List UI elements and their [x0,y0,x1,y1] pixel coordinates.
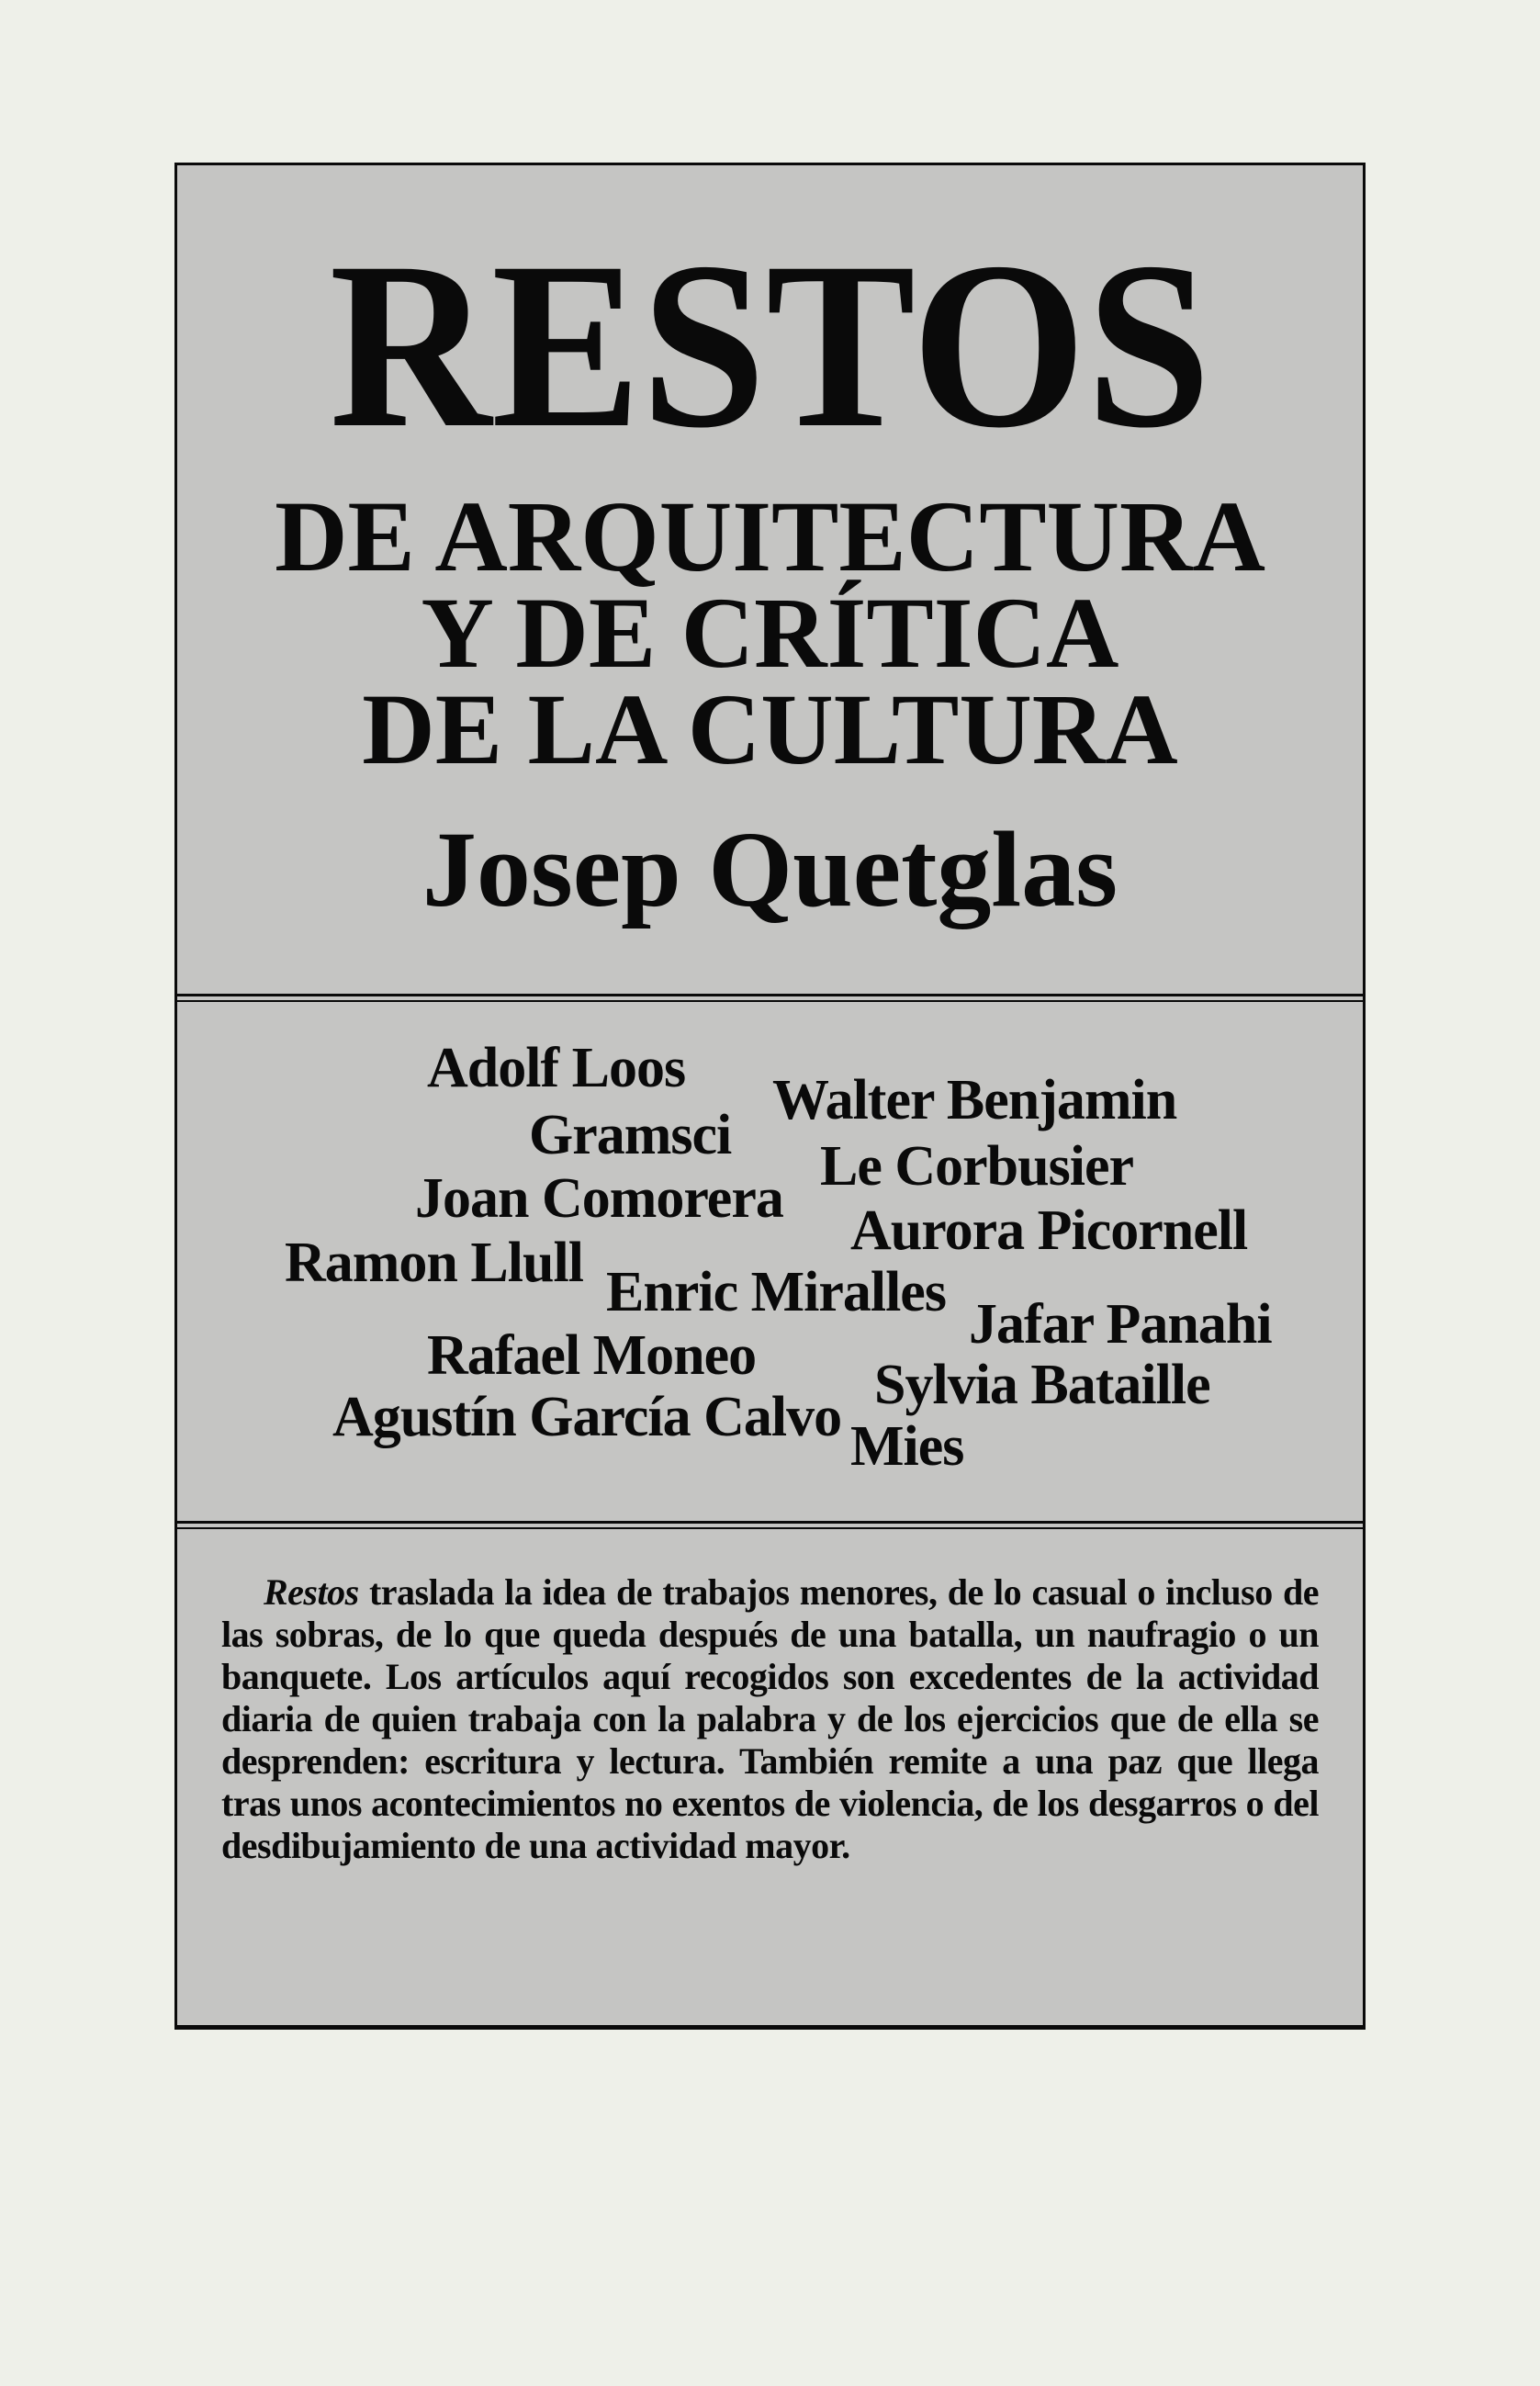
panel-divider-top [177,994,1363,1002]
referenced-name: Sylvia Bataille [874,1354,1210,1416]
referenced-name: Adolf Loos [427,1037,686,1099]
book-cover-panel [174,163,1366,2030]
referenced-name: Le Corbusier [820,1135,1134,1198]
referenced-name: Agustín García Calvo [332,1386,842,1448]
referenced-name: Ramon Llull [285,1232,583,1294]
book-title-text: RESTOS [329,213,1211,478]
subtitle-line-2: Y DE CRÍTICA [421,577,1119,689]
referenced-name: Walter Benjamin [772,1069,1177,1131]
subtitle-line-1: DE ARQUITECTURA [275,480,1265,592]
book-subtitle [177,480,1363,785]
panel-divider-bottom [177,1521,1363,1529]
description-paragraph [221,1571,1319,1867]
referenced-name: Jafar Panahi [969,1293,1272,1356]
description-body-text: traslada la idea de trabajos menores, de lo casual o incluso de las sobras, de lo que queda después de una batalla, un naufragio o un banquete. Los artículos aquí recogidos son excedentes de la actividad diaria de quien trabaja con la palabra y de los ejercicios que de ella se desprenden: escritura y lectura. También remite a una paz que llega tras unos acontecimientos no exentos de violencia, de los desgarros o del desdibujamiento de una actividad mayor. [221,1571,1319,1866]
book-title [177,213,1363,478]
referenced-name: Mies [850,1415,964,1478]
description-section [177,1529,1363,1867]
names-cloud [177,1002,1363,1521]
author-name-title: Josep Quetglas [422,809,1118,929]
referenced-name: Gramsci [529,1104,732,1166]
subtitle-line-3: DE LA CULTURA [362,673,1178,785]
referenced-name: Rafael Moneo [427,1324,757,1387]
referenced-name: Joan Comorera [415,1167,783,1230]
description-lead-word: Restos [264,1571,359,1613]
referenced-name: Enric Miralles [606,1261,946,1323]
title-section [177,165,1363,994]
referenced-name: Aurora Picornell [850,1199,1248,1262]
